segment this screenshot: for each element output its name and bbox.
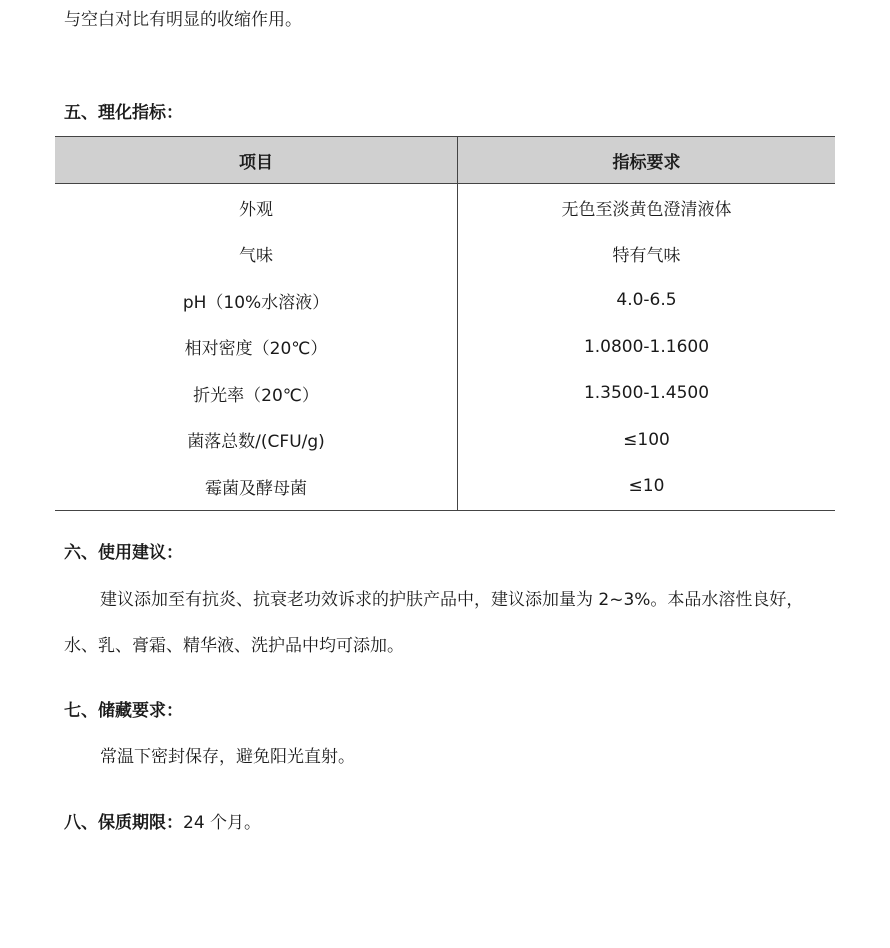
- intro-line: 与空白对比有明显的收缩作用。: [64, 10, 302, 30]
- section8-value: 24 个月。: [183, 813, 262, 833]
- section6-text-line2: 水、乳、膏霜、精华液、洗护品中均可添加。: [64, 636, 404, 656]
- row-requirement: 4.0-6.5: [616, 290, 677, 311]
- row-requirement: ≤100: [623, 429, 670, 450]
- row-item: 外观: [55, 184, 458, 231]
- section7-title: 七、储藏要求：: [64, 701, 183, 721]
- row-item: 菌落总数/(CFU/g): [55, 417, 458, 464]
- table-row: [55, 231, 835, 278]
- table-header-row: [55, 137, 835, 184]
- row-item: 相对密度（20℃）: [55, 324, 458, 371]
- row-item: 气味: [55, 231, 458, 278]
- table-row: [55, 463, 835, 510]
- section5-title: 五、理化指标：: [64, 103, 183, 123]
- table-row: [55, 324, 835, 371]
- spec-table: [55, 136, 835, 511]
- row-item: 折光率（20℃）: [55, 370, 458, 417]
- header-item: 项目: [55, 137, 458, 184]
- row-requirement: 1.0800-1.1600: [583, 336, 710, 357]
- row-item: 霉菌及酵母菌: [55, 463, 458, 510]
- table-row: [55, 417, 835, 464]
- section6-text-line1: 建议添加至有抗炎、抗衰老功效诉求的护肤产品中，建议添加量为 2~3%。本品水溶性良好，: [100, 590, 804, 610]
- row-requirement: ≤10: [458, 463, 836, 510]
- section6-title: 六、使用建议：: [64, 543, 183, 563]
- section8-title: 八、保质期限：: [64, 813, 183, 833]
- section7-text: 常温下密封保存，避免阳光直射。: [100, 747, 355, 767]
- row-requirement: 无色至淡黄色澄清液体: [561, 199, 732, 220]
- header-requirement: 指标要求: [458, 137, 836, 184]
- table-row: [55, 184, 835, 231]
- row-requirement: 特有气味: [612, 246, 681, 267]
- section8-line: [64, 811, 261, 835]
- row-item: pH（10%水溶液）: [55, 277, 458, 324]
- row-requirement: 1.3500-1.4500: [583, 383, 710, 404]
- table-row: [55, 370, 835, 417]
- table-row: [55, 277, 835, 324]
